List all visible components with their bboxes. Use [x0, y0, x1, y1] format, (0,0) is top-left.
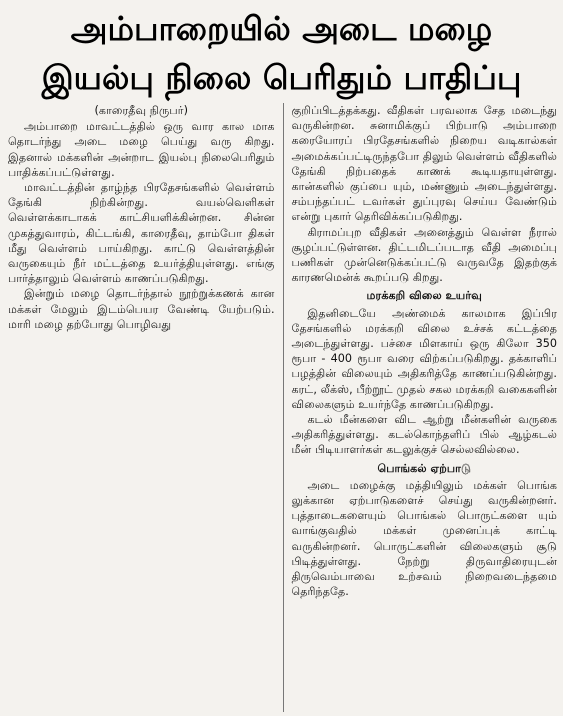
paragraph: அம்பாறை மாவட்டத்தில் ஒரு வார கால மாக தொடர்ந்து அடை மழை பெய்து வரு கிறது. இதனால் மக்களின் அன்றாட இயல்பு நிலைபெரிதும் பாதிக்கப்பட்டுள்ளது.: [8, 120, 275, 179]
left-column: [8, 103, 283, 712]
paragraph: கடல் மீன்களை விட ஆற்று மீன்களின் வருகை அதிகரித்துள்ளது. கடல்கொந்தளிப் பில் ஆழ்கடல் மீன் பிடியாளர்கள் கடலுக்குச் செல்லவில்லை.: [291, 413, 557, 457]
paragraph: மாவட்டத்தின் தாழ்ந்த பிரதேசங்களில் வெள்ளம் தேங்கி நிற்கின்றது. வயல்வெளிகள் வெள்ளக்காடாகக் காட்சியளிக்கின்றன. சின்ன முகத்துவாரம், கிட்டங்கி, காரைதீவு, தாம்போ திகள் மீது வெள்ளம் பாய்கிறது. காட்டு வெள்ளத்தின் வருகையும் நீர் மட்டத்தை உயர்த்தியுள்ளது. எங்கு பார்த்தாலும் வெள்ளம் காணப்படுகிறது.: [8, 181, 275, 286]
headline-line-1: அம்பாறையில் அடை மழை: [70, 9, 493, 48]
subheading-pongal-preparations: பொங்கல் ஏற்பாடு: [377, 461, 471, 475]
headline: [8, 4, 555, 102]
paragraph: அடை மழைக்கு மத்தியிலும் மக்கள் பொங்க லுக்கான ஏற்பாடுகளைச் செய்து வருகின்றனர். புத்தாடைகளையும் பொங்கல் பொருட்களை யும் வாங்குவதில் மக்கள் முனைப்புக் காட்டி வருகின்றனர். பொருட்களின் விலைகளும் சூடு பிடித்துள்ளது. நேற்று திருவாதிரையுடன் திருவெம்பாவை உற்சவம் நிறைவடைந்தமை தெரிந்ததே.: [291, 478, 557, 599]
article-body: [8, 103, 557, 712]
right-column: [283, 103, 558, 712]
byline: (காரைதீவு நிருபர்): [94, 104, 188, 117]
headline-line-2: இயல்பு நிலை பெரிதும் பாதிப்பு: [41, 58, 522, 97]
paragraph: இன்றும் மழை தொடர்ந்தால் நூற்றுக்கணக் கான மக்கள் மேலும் இடம்பெயர வேண்டி யேற்படும். மாரி மழை தற்போது பொழிவது: [8, 287, 275, 331]
paragraph: இதனிடையே அண்மைக் காலமாக இப்பிர தேசங்களில் மரக்கறி விலை உச்சக் கட்டத்தை அடைந்துள்ளது. பச்சை மிளகாய் ஒரு கிலோ 350 ரூபா - 400 ரூபா வரை விற்கப்படுகிறது. தக்காளிப் பழத்தின் விலையும் அதிகரித்தே காணப்படுகின்றது. கரட், லீக்ஸ், பீற்றூட் முதல் சகல மரக்கறி வகைகளின் விலைகளும் உயர்ந்தே காணப்படுகிறது.: [291, 306, 557, 411]
paragraph: குறிப்பிடத்தக்கது. வீதிகள் பரவலாக சேத மடைந்து வருகின்றன. சுனாமிக்குப் பிற்பாடு அம்பாறை கரையோரப் பிரதேசங்களில் நிறைய வடிகால்கள் அமைக்கப்பட்டிருந்தபோ திலும் வெள்ளம் வீதிகளில் தேங்கி நிற்பதைக் காணக் கூடியதாயுள்ளது. கான்களில் குப்பை யும், மண்ணும் அடைந்துள்ளது. சம்பந்தப்பட் டவர்கள் துப்புரவு செய்ய வேண்டும் என்று புகார் தெரிவிக்கப்படுகிறது.: [291, 104, 557, 224]
paragraph: கிராமப்புற வீதிகள் அனைத்தும் வெள்ள நீரால் சூழப்பட்டுள்ளன. திட்டமிடப்படாத வீதி அமைப்பு பணிகள் முன்னெடுக்கப்பட்டு வருவதே இதற்குக் காரணமென்க் கூறப்படு கிறது.: [291, 225, 557, 285]
subheading-vegetable-prices: மரக்கறி விலை உயர்வு: [366, 289, 482, 303]
